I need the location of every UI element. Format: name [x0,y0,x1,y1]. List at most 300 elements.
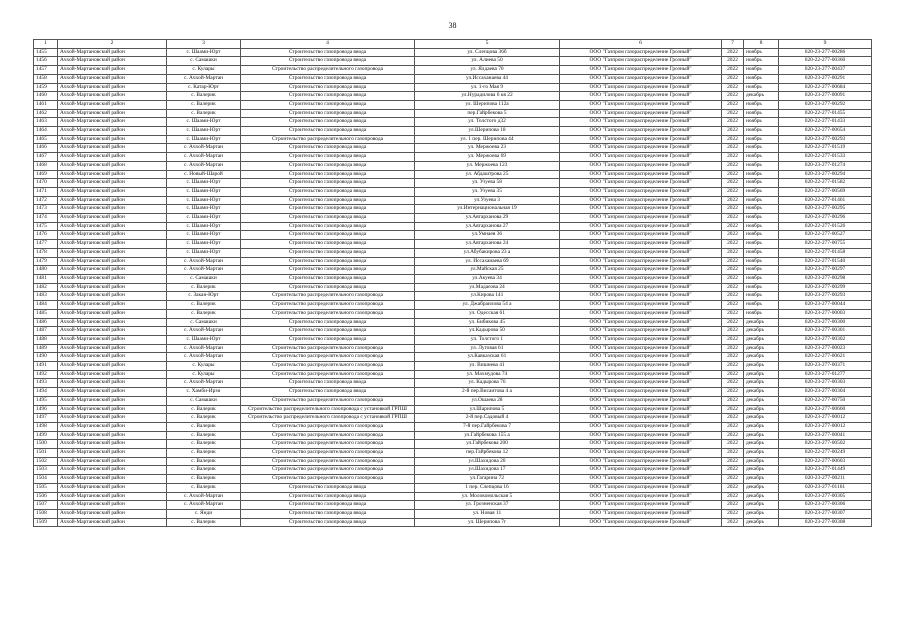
row-number-cell: 1506 [34,492,58,501]
month-cell: декабрь [744,396,779,405]
work-type-cell: Строительство газопровода ввода [241,118,415,127]
work-type-cell: Строительство газопровода ввода [241,379,415,388]
organization-cell: ООО "Газпром газораспределение Грозный" [560,292,722,301]
year-cell: 2022 [722,127,744,136]
organization-cell: ООО "Газпром газораспределение Грозный" [560,92,722,101]
work-type-cell: Строительство газопровода ввода [241,48,415,57]
organization-cell: ООО "Газпром газораспределение Грозный" [560,388,722,397]
settlement-cell: с. Шаами-Юрт [167,335,241,344]
work-type-cell: Строительство газопровода ввода [241,57,415,66]
table-row [34,170,872,179]
district-cell: Ачхой-Мартановский район [58,274,167,283]
organization-cell: ООО "Газпром газораспределение Грозный" [560,257,722,266]
district-cell: Ачхой-Мартановский район [58,475,167,484]
registry-code-cell: 020-22-277-01455 [779,109,872,118]
settlement-cell: с. Валерик [167,422,241,431]
registry-code-cell: 020-23-277-00296 [779,214,872,223]
district-cell: Ачхой-Мартановский район [58,440,167,449]
work-type-cell: Строительство газопровода ввода [241,266,415,275]
settlement-cell: с. Валерик [167,405,241,414]
table-row [34,66,872,75]
year-cell: 2022 [722,353,744,362]
address-cell: ул. Слепцова 36б [415,48,560,57]
district-cell: Ачхой-Мартановский район [58,396,167,405]
work-type-cell: Строительство распределительного газопровода [241,475,415,484]
month-cell: ноябрь [744,109,779,118]
registry-code-cell: 020-23-277-00304 [779,388,872,397]
month-cell: ноябрь [744,205,779,214]
settlement-cell: с. Ачхой-Мартан [167,74,241,83]
district-cell: Ачхой-Мартановский район [58,266,167,275]
work-type-cell: Строительство распределительного газопровода с установкой ГРПШ [241,405,415,414]
organization-cell: ООО "Газпром газораспределение Грозный" [560,396,722,405]
district-cell: Ачхой-Мартановский район [58,379,167,388]
registry-code-cell: 020-23-277-00371 [779,362,872,371]
address-cell: ул. Мержоева 123 [415,161,560,170]
work-type-cell: Строительство газопровода ввода [241,509,415,518]
settlement-cell: с. Шаами-Юрт [167,248,241,257]
year-cell: 2022 [722,100,744,109]
registry-code-cell: 020-22-277-00750 [779,396,872,405]
settlement-cell: с. Валерик [167,449,241,458]
settlement-cell: с. Валерик [167,109,241,118]
settlement-cell: с. Ачхой-Мартан [167,501,241,510]
organization-cell: ООО "Газпром газораспределение Грозный" [560,301,722,310]
registry-code-cell: 020-23-277-00305 [779,492,872,501]
address-cell: ул.Гагарина 72 [415,475,560,484]
month-cell: ноябрь [744,179,779,188]
work-type-cell: Строительство распределительного газопровода [241,309,415,318]
table-row [34,335,872,344]
registry-code-cell: 020-23-277-00295 [779,205,872,214]
row-number-cell: 1465 [34,135,58,144]
registry-code-cell: 020-22-277-00360 [779,57,872,66]
month-cell: ноябрь [744,187,779,196]
registry-code-cell: 020-23-277-00308 [779,518,872,527]
table-row [34,231,872,240]
work-type-cell: Строительство распределительного газопровода с установкой ГРПШ [241,414,415,423]
address-cell: ул.Акуева 34 [415,274,560,283]
year-cell: 2022 [722,205,744,214]
district-cell: Ачхой-Мартановский район [58,248,167,257]
table-row [34,318,872,327]
registry-code-cell: 020-23-277-00660 [779,405,872,414]
year-cell: 2022 [722,501,744,510]
settlement-cell: с. Шаами-Юрт [167,240,241,249]
organization-cell: ООО "Газпром газораспределение Грозный" [560,309,722,318]
organization-cell: ООО "Газпром газораспределение Грозный" [560,274,722,283]
district-cell: Ачхой-Мартановский район [58,57,167,66]
year-cell: 2022 [722,266,744,275]
work-type-cell: Строительство газопровода ввода [241,83,415,92]
address-cell: ул. Бибикова 45 [415,318,560,327]
organization-cell: ООО "Газпром газораспределение Грозный" [560,353,722,362]
address-cell: 1 пер. Слепцова 16 [415,483,560,492]
organization-cell: ООО "Газпром газораспределение Грозный" [560,231,722,240]
table-row [34,431,872,440]
work-type-cell: Строительство газопровода ввода [241,335,415,344]
year-cell: 2022 [722,301,744,310]
address-cell: ул. Грозненская 37 [415,501,560,510]
row-number-cell: 1501 [34,449,58,458]
organization-cell: ООО "Газпром газораспределение Грозный" [560,335,722,344]
organization-cell: ООО "Газпром газораспределение Грозный" [560,118,722,127]
organization-cell: ООО "Газпром газораспределение Грозный" [560,379,722,388]
district-cell: Ачхой-Мартановский район [58,135,167,144]
district-cell: Ачхой-Мартановский район [58,144,167,153]
month-cell: ноябрь [744,309,779,318]
table-row [34,214,872,223]
table-row [34,135,872,144]
row-number-cell: 1462 [34,109,58,118]
table-row [34,144,872,153]
settlement-cell: с. Шаами-Юрт [167,135,241,144]
organization-cell: ООО "Газпром газораспределение Грозный" [560,222,722,231]
table-row [34,127,872,136]
month-cell: ноябрь [744,214,779,223]
year-cell: 2022 [722,492,744,501]
year-cell: 2022 [722,179,744,188]
row-number-cell: 1469 [34,170,58,179]
organization-cell: ООО "Газпром газораспределение Грозный" [560,127,722,136]
registry-code-cell: 020-22-277-00603 [779,457,872,466]
row-number-cell: 1484 [34,301,58,310]
month-cell: ноябрь [744,283,779,292]
month-cell: декабрь [744,518,779,527]
district-cell: Ачхой-Мартановский район [58,405,167,414]
table-row [34,92,872,101]
settlement-cell: с. Шаами-Юрт [167,196,241,205]
registry-code-cell: 020-23-277-00294 [779,170,872,179]
address-cell: 2-й пер.Садовый 4 [415,414,560,423]
district-cell: Ачхой-Мартановский район [58,370,167,379]
year-cell: 2022 [722,449,744,458]
address-cell: ул. Махмудова 74 [415,370,560,379]
work-type-cell: Строительство распределительного газопровода [241,422,415,431]
row-number-cell: 1463 [34,118,58,127]
settlement-cell: с. Валерик [167,466,241,475]
settlement-cell: с. Шаами-Юрт [167,214,241,223]
row-number-cell: 1474 [34,214,58,223]
column-header: 3 [167,40,241,49]
registry-code-cell: 020-23-277-00291 [779,74,872,83]
work-type-cell: Строительство газопровода ввода [241,161,415,170]
table-row [34,414,872,423]
registry-code-cell: 020-23-277-00211 [779,475,872,484]
work-type-cell: Строительство распределительного газопровода [241,440,415,449]
month-cell: декабрь [744,335,779,344]
work-type-cell: Строительство распределительного газопровода [241,431,415,440]
settlement-cell: с. Валерик [167,283,241,292]
work-type-cell: Строительство газопровода ввода [241,274,415,283]
settlement-cell: с. Валерик [167,475,241,484]
row-number-cell: 1507 [34,501,58,510]
year-cell: 2022 [722,422,744,431]
organization-cell: ООО "Газпром газораспределение Грозный" [560,240,722,249]
table-row [34,492,872,501]
registry-code-cell: 020-23-277-00044 [779,301,872,310]
district-cell: Ачхой-Мартановский район [58,196,167,205]
month-cell: декабрь [744,318,779,327]
year-cell: 2022 [722,257,744,266]
address-cell: ул. Шерипова 112а [415,100,560,109]
table-row [34,362,872,371]
address-cell: ул.Кирова 141 [415,292,560,301]
row-number-cell: 1460 [34,92,58,101]
registry-code-cell: 020-23-277-00003 [779,309,872,318]
registry-code-cell: 020-22-277-00755 [779,240,872,249]
settlement-cell: с. Шаами-Юрт [167,48,241,57]
organization-cell: ООО "Газпром газораспределение Грозный" [560,509,722,518]
settlement-cell: с. Ачхой-Мартан [167,492,241,501]
row-number-cell: 1477 [34,240,58,249]
work-type-cell: Строительство газопровода ввода [241,492,415,501]
month-cell: ноябрь [744,274,779,283]
year-cell: 2022 [722,170,744,179]
address-cell: ул. Абдаштрова 25 [415,170,560,179]
table-row [34,388,872,397]
organization-cell: ООО "Газпром газораспределение Грозный" [560,135,722,144]
year-cell: 2022 [722,144,744,153]
row-number-cell: 1482 [34,283,58,292]
settlement-cell: с. Валерик [167,431,241,440]
table-row [34,118,872,127]
table-row [34,292,872,301]
month-cell: ноябрь [744,74,779,83]
settlement-cell: с. Валерик [167,92,241,101]
address-cell: ул. Иссаханаева 69 [415,257,560,266]
row-number-cell: 1509 [34,518,58,527]
settlement-cell: с. Валерик [167,309,241,318]
organization-cell: ООО "Газпром газораспределение Грозный" [560,440,722,449]
row-number-cell: 1502 [34,457,58,466]
work-type-cell: Строительство распределительного газопровода [241,344,415,353]
address-cell: ул.Автарханова 24 [415,240,560,249]
district-cell: Ачхой-Мартановский район [58,66,167,75]
row-number-cell: 1455 [34,48,58,57]
year-cell: 2022 [722,161,744,170]
district-cell: Ачхой-Мартановский район [58,518,167,527]
month-cell: декабрь [744,344,779,353]
organization-cell: ООО "Газпром газораспределение Грозный" [560,466,722,475]
registry-code-cell: 020-23-277-00297 [779,266,872,275]
year-cell: 2022 [722,109,744,118]
district-cell: Ачхой-Мартановский район [58,327,167,336]
district-cell: Ачхой-Мартановский район [58,457,167,466]
registry-code-cell: 020-23-277-00303 [779,379,872,388]
row-number-cell: 1494 [34,388,58,397]
table-row [34,109,872,118]
district-cell: Ачхой-Мартановский район [58,492,167,501]
work-type-cell: Строительство распределительного газопровода [241,457,415,466]
district-cell: Ачхой-Мартановский район [58,318,167,327]
work-type-cell: Строительство газопровода ввода [241,501,415,510]
organization-cell: ООО "Газпром газораспределение Грозный" [560,501,722,510]
address-cell: ул. Новая 11 [415,509,560,518]
row-number-cell: 1457 [34,66,58,75]
address-cell: ул.Автарханова 29 [415,214,560,223]
year-cell: 2022 [722,292,744,301]
address-cell: ул.Иссаханаева 44 [415,74,560,83]
month-cell: декабрь [744,92,779,101]
year-cell: 2022 [722,440,744,449]
settlement-cell: с. Ачхой-Мартан [167,257,241,266]
district-cell: Ачхой-Мартановский район [58,501,167,510]
work-type-cell: Строительство газопровода ввода [241,205,415,214]
settlement-cell: с. Ачхой-Мартан [167,353,241,362]
table-row [34,179,872,188]
work-type-cell: Строительство газопровода ввода [241,231,415,240]
work-type-cell: Строительство распределительного газопровода [241,135,415,144]
month-cell: ноябрь [744,127,779,136]
registry-code-cell: 020-22-277-00654 [779,127,872,136]
year-cell: 2022 [722,283,744,292]
district-cell: Ачхой-Мартановский район [58,388,167,397]
row-number-cell: 1459 [34,83,58,92]
year-cell: 2022 [722,466,744,475]
district-cell: Ачхой-Мартановский район [58,422,167,431]
year-cell: 2022 [722,327,744,336]
month-cell: ноябрь [744,231,779,240]
registry-code-cell: 020-23-277-00306 [779,501,872,510]
month-cell: декабрь [744,483,779,492]
month-cell: ноябрь [744,222,779,231]
row-number-cell: 1486 [34,318,58,327]
row-number-cell: 1476 [34,231,58,240]
registry-code-cell: 020-22-277-01433 [779,118,872,127]
table-row [34,422,872,431]
work-type-cell: Строительство газопровода ввода [241,283,415,292]
column-header: 8 [744,40,779,49]
work-type-cell: Строительство газопровода ввода [241,318,415,327]
organization-cell: ООО "Газпром газораспределение Грозный" [560,405,722,414]
table-row [34,475,872,484]
address-cell: ул. Молокомольская 5 [415,492,560,501]
year-cell: 2022 [722,83,744,92]
settlement-cell: с. Шаами-Юрт [167,205,241,214]
work-type-cell: Строительство газопровода ввода [241,248,415,257]
district-cell: Ачхой-Мартановский район [58,301,167,310]
table-row [34,344,872,353]
settlement-cell: с. Валерик [167,518,241,527]
registry-code-cell: 020-23-277-00502 [779,440,872,449]
column-number-header-row [34,40,872,49]
settlement-cell: с. Шаами-Юрт [167,231,241,240]
organization-cell: ООО "Газпром газораспределение Грозный" [560,492,722,501]
work-type-cell: Строительство газопровода ввода [241,214,415,223]
month-cell: декабрь [744,414,779,423]
row-number-cell: 1471 [34,187,58,196]
address-cell: ул.Шарипова 5 [415,405,560,414]
organization-cell: ООО "Газпром газораспределение Грозный" [560,48,722,57]
organization-cell: ООО "Газпром газораспределение Грозный" [560,266,722,275]
organization-cell: ООО "Газпром газораспределение Грозный" [560,153,722,162]
column-header: 1 [34,40,58,49]
settlement-cell: с. Валерик [167,483,241,492]
organization-cell: ООО "Газпром газораспределение Грозный" [560,214,722,223]
organization-cell: ООО "Газпром газораспределение Грозный" [560,283,722,292]
table-row [34,274,872,283]
settlement-cell: с. Валерик [167,457,241,466]
month-cell: декабрь [744,362,779,371]
address-cell: ул. Мержоева 69 [415,153,560,162]
district-cell: Ачхой-Мартановский район [58,153,167,162]
settlement-cell: с. Шаами-Юрт [167,187,241,196]
district-cell: Ачхой-Мартановский район [58,205,167,214]
row-number-cell: 1461 [34,100,58,109]
month-cell: ноябрь [744,301,779,310]
district-cell: Ачхой-Мартановский район [58,179,167,188]
row-number-cell: 1458 [34,74,58,83]
row-number-cell: 1498 [34,422,58,431]
page-number: 38 [448,21,457,30]
address-cell: ул. Одесская 61 [415,309,560,318]
organization-cell: ООО "Газпром газораспределение Грозный" [560,318,722,327]
settlement-cell: с. Самашки [167,318,241,327]
month-cell: ноябрь [744,161,779,170]
table-row [34,240,872,249]
month-cell: ноябрь [744,248,779,257]
organization-cell: ООО "Газпром газораспределение Грозный" [560,66,722,75]
table-row [34,196,872,205]
month-cell: декабрь [744,431,779,440]
month-cell: декабрь [744,327,779,336]
month-cell: декабрь [744,509,779,518]
year-cell: 2022 [722,187,744,196]
year-cell: 2022 [722,214,744,223]
address-cell: пер.Гайрбекова 12 [415,449,560,458]
settlement-cell: с. Шаами-Юрт [167,118,241,127]
settlement-cell: с. Ачхой-Мартан [167,379,241,388]
settlement-cell: с. Ачхой-Мартан [167,144,241,153]
settlement-cell: с. Кулары [167,370,241,379]
year-cell: 2022 [722,431,744,440]
registry-code-cell: 020-23-277-00298 [779,274,872,283]
district-cell: Ачхой-Мартановский район [58,483,167,492]
address-cell: ул. Шерипова 7г [415,518,560,527]
address-cell: ул.Ошаева 28 [415,396,560,405]
address-cell: ул. Джабраилова 54 а [415,301,560,310]
table-row [34,353,872,362]
month-cell: декабрь [744,353,779,362]
organization-cell: ООО "Газпром газораспределение Грозный" [560,475,722,484]
row-number-cell: 1508 [34,509,58,518]
table-row [34,83,872,92]
table-row [34,370,872,379]
row-number-cell: 1499 [34,431,58,440]
month-cell: ноябрь [744,196,779,205]
registry-code-cell: 020-23-277-00292 [779,100,872,109]
table-row [34,327,872,336]
address-cell: пер.Гайрбекова 5 [415,109,560,118]
work-type-cell: Строительство газопровода ввода [241,196,415,205]
year-cell: 2022 [722,414,744,423]
address-cell: ул.Майская 25 [415,266,560,275]
works-register-table [33,39,872,527]
settlement-cell: с. Ачхой-Мартан [167,344,241,353]
organization-cell: ООО "Газпром газораспределение Грозный" [560,83,722,92]
district-cell: Ачхой-Мартановский район [58,292,167,301]
row-number-cell: 1485 [34,309,58,318]
organization-cell: ООО "Газпром газораспределение Грозный" [560,248,722,257]
table-row [34,257,872,266]
year-cell: 2022 [722,92,744,101]
district-cell: Ачхой-Мартановский район [58,74,167,83]
year-cell: 2022 [722,309,744,318]
settlement-cell: с. Шаами-Юрт [167,127,241,136]
registry-code-cell: 020-23-277-01274 [779,161,872,170]
row-number-cell: 1468 [34,161,58,170]
